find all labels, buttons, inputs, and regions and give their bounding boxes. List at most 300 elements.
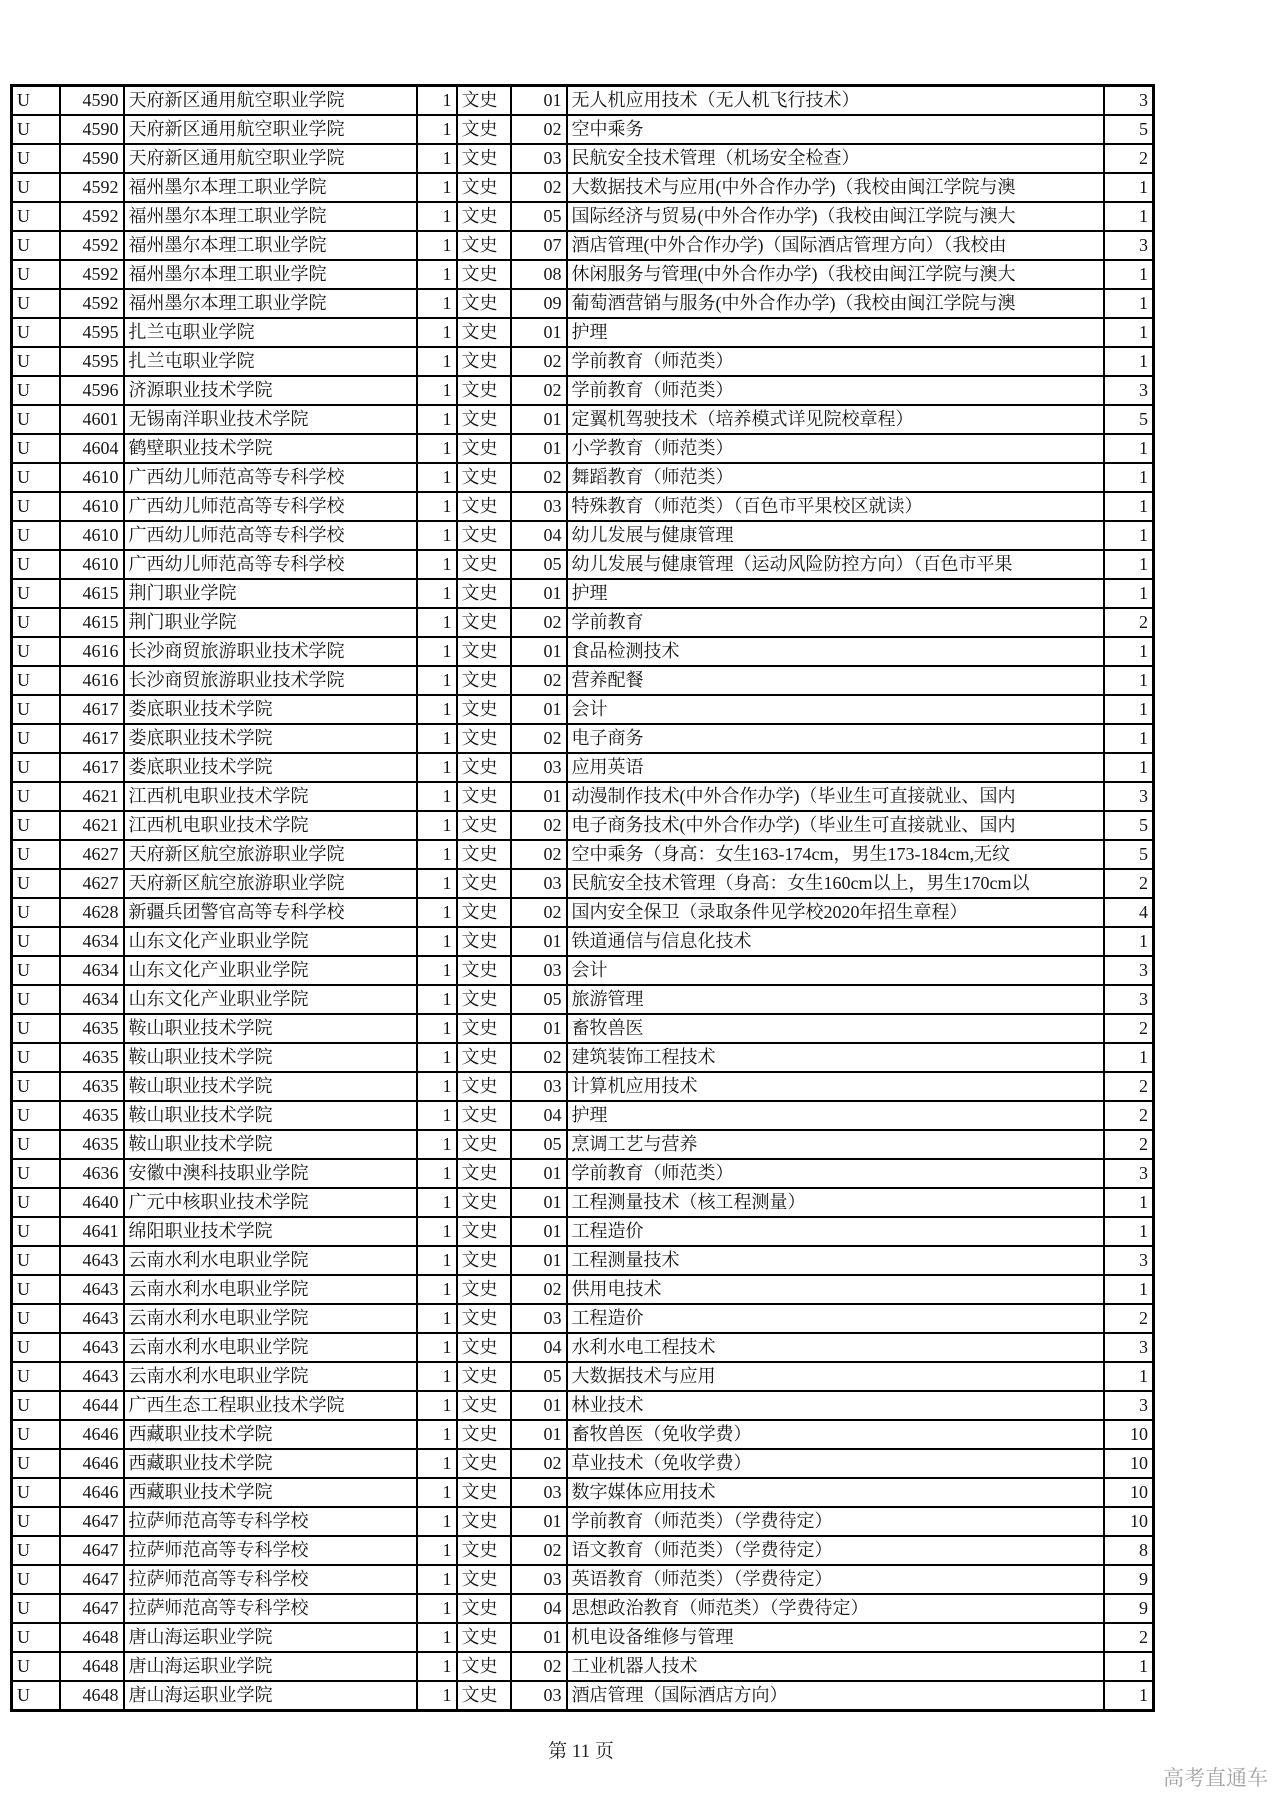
- cell-major-name: 畜牧兽医: [567, 1014, 1104, 1043]
- cell-count: 1: [1104, 173, 1154, 202]
- cell-plan-number: 1: [417, 1159, 457, 1188]
- cell-major-code: 03: [511, 753, 567, 782]
- cell-major-code: 02: [511, 1536, 567, 1565]
- cell-school-name: 云南水利水电职业学院: [124, 1246, 417, 1275]
- table-row: [12, 840, 1154, 869]
- cell-count: 1: [1104, 1043, 1154, 1072]
- cell-count: 1: [1104, 1681, 1154, 1711]
- table-row: [12, 579, 1154, 608]
- cell-batch-letter: U: [12, 1536, 60, 1565]
- cell-major-code: 01: [511, 318, 567, 347]
- cell-major-name: 民航安全技术管理（身高：女生160cm以上，男生170cm以: [567, 869, 1104, 898]
- cell-count: 2: [1104, 1304, 1154, 1333]
- cell-school-code: 4646: [60, 1478, 124, 1507]
- cell-count: 1: [1104, 724, 1154, 753]
- cell-subject-category: 文史: [457, 260, 511, 289]
- cell-plan-number: 1: [417, 202, 457, 231]
- cell-subject-category: 文史: [457, 347, 511, 376]
- cell-plan-number: 1: [417, 318, 457, 347]
- cell-major-name: 酒店管理（国际酒店方向）: [567, 1681, 1104, 1711]
- cell-school-code: 4610: [60, 550, 124, 579]
- cell-batch-letter: U: [12, 811, 60, 840]
- watermark: 高考直通车: [1163, 1767, 1268, 1790]
- cell-school-code: 4643: [60, 1333, 124, 1362]
- cell-batch-letter: U: [12, 376, 60, 405]
- table-row: [12, 463, 1154, 492]
- cell-subject-category: 文史: [457, 115, 511, 144]
- cell-count: 9: [1104, 1594, 1154, 1623]
- cell-school-code: 4592: [60, 173, 124, 202]
- cell-school-name: 无锡南洋职业技术学院: [124, 405, 417, 434]
- cell-subject-category: 文史: [457, 956, 511, 985]
- table-row: [12, 1275, 1154, 1304]
- table-row: [12, 1014, 1154, 1043]
- cell-school-code: 4646: [60, 1420, 124, 1449]
- cell-major-name: 定翼机驾驶技术（培养模式详见院校章程）: [567, 405, 1104, 434]
- cell-major-code: 01: [511, 405, 567, 434]
- cell-major-name: 工程测量技术（核工程测量）: [567, 1188, 1104, 1217]
- table-row: [12, 1478, 1154, 1507]
- cell-school-code: 4595: [60, 347, 124, 376]
- cell-school-code: 4627: [60, 840, 124, 869]
- cell-school-name: 唐山海运职业学院: [124, 1652, 417, 1681]
- cell-school-code: 4601: [60, 405, 124, 434]
- cell-major-name: 水利水电工程技术: [567, 1333, 1104, 1362]
- cell-plan-number: 1: [417, 985, 457, 1014]
- cell-school-code: 4648: [60, 1681, 124, 1711]
- cell-school-name: 娄底职业技术学院: [124, 724, 417, 753]
- cell-major-name: 畜牧兽医（免收学费）: [567, 1420, 1104, 1449]
- cell-school-name: 山东文化产业职业学院: [124, 956, 417, 985]
- table-row: [12, 666, 1154, 695]
- cell-subject-category: 文史: [457, 202, 511, 231]
- cell-school-code: 4635: [60, 1072, 124, 1101]
- cell-plan-number: 1: [417, 550, 457, 579]
- cell-school-name: 福州墨尔本理工职业学院: [124, 202, 417, 231]
- cell-major-name: 数字媒体应用技术: [567, 1478, 1104, 1507]
- cell-batch-letter: U: [12, 347, 60, 376]
- cell-school-code: 4610: [60, 521, 124, 550]
- cell-school-name: 云南水利水电职业学院: [124, 1333, 417, 1362]
- cell-major-code: 01: [511, 927, 567, 956]
- cell-plan-number: 1: [417, 1391, 457, 1420]
- cell-batch-letter: U: [12, 1043, 60, 1072]
- cell-count: 2: [1104, 1014, 1154, 1043]
- cell-major-name: 工业机器人技术: [567, 1652, 1104, 1681]
- cell-count: 10: [1104, 1449, 1154, 1478]
- cell-subject-category: 文史: [457, 782, 511, 811]
- cell-school-name: 扎兰屯职业学院: [124, 347, 417, 376]
- cell-count: 1: [1104, 347, 1154, 376]
- cell-count: 5: [1104, 405, 1154, 434]
- cell-subject-category: 文史: [457, 869, 511, 898]
- cell-school-name: 西藏职业技术学院: [124, 1478, 417, 1507]
- cell-batch-letter: U: [12, 463, 60, 492]
- cell-plan-number: 1: [417, 434, 457, 463]
- cell-subject-category: 文史: [457, 550, 511, 579]
- cell-plan-number: 1: [417, 1333, 457, 1362]
- cell-major-code: 02: [511, 1275, 567, 1304]
- cell-batch-letter: U: [12, 753, 60, 782]
- cell-school-name: 鹤壁职业技术学院: [124, 434, 417, 463]
- cell-major-code: 03: [511, 1565, 567, 1594]
- cell-major-name: 葡萄酒营销与服务(中外合作办学)（我校由闽江学院与澳: [567, 289, 1104, 318]
- cell-batch-letter: U: [12, 782, 60, 811]
- cell-school-code: 4628: [60, 898, 124, 927]
- cell-batch-letter: U: [12, 1217, 60, 1246]
- table-row: [12, 376, 1154, 405]
- cell-subject-category: 文史: [457, 753, 511, 782]
- cell-major-code: 02: [511, 1652, 567, 1681]
- cell-major-name: 工程造价: [567, 1217, 1104, 1246]
- cell-major-name: 动漫制作技术(中外合作办学)（毕业生可直接就业、国内: [567, 782, 1104, 811]
- cell-count: 1: [1104, 695, 1154, 724]
- cell-plan-number: 1: [417, 579, 457, 608]
- cell-major-name: 空中乘务（身高：女生163-174cm，男生173-184cm,无纹: [567, 840, 1104, 869]
- cell-major-name: 学前教育（师范类）: [567, 376, 1104, 405]
- table-row: [12, 1043, 1154, 1072]
- cell-major-code: 03: [511, 1681, 567, 1711]
- cell-subject-category: 文史: [457, 231, 511, 260]
- table-row: [12, 1159, 1154, 1188]
- cell-major-code: 08: [511, 260, 567, 289]
- cell-major-name: 大数据技术与应用: [567, 1362, 1104, 1391]
- cell-school-name: 娄底职业技术学院: [124, 695, 417, 724]
- cell-batch-letter: U: [12, 231, 60, 260]
- cell-batch-letter: U: [12, 927, 60, 956]
- cell-major-code: 01: [511, 1420, 567, 1449]
- cell-subject-category: 文史: [457, 927, 511, 956]
- cell-school-code: 4592: [60, 202, 124, 231]
- cell-school-name: 福州墨尔本理工职业学院: [124, 173, 417, 202]
- table-row: [12, 1130, 1154, 1159]
- cell-plan-number: 1: [417, 376, 457, 405]
- cell-plan-number: 1: [417, 869, 457, 898]
- cell-subject-category: 文史: [457, 608, 511, 637]
- cell-plan-number: 1: [417, 840, 457, 869]
- table-row: [12, 492, 1154, 521]
- cell-count: 5: [1104, 811, 1154, 840]
- cell-batch-letter: U: [12, 1594, 60, 1623]
- table-row: [12, 318, 1154, 347]
- cell-count: 1: [1104, 1652, 1154, 1681]
- cell-major-code: 01: [511, 637, 567, 666]
- cell-school-code: 4604: [60, 434, 124, 463]
- cell-subject-category: 文史: [457, 1478, 511, 1507]
- cell-batch-letter: U: [12, 1391, 60, 1420]
- table-body: [12, 86, 1154, 1711]
- cell-subject-category: 文史: [457, 724, 511, 753]
- cell-major-code: 01: [511, 1507, 567, 1536]
- cell-school-code: 4643: [60, 1362, 124, 1391]
- cell-plan-number: 1: [417, 898, 457, 927]
- cell-school-code: 4640: [60, 1188, 124, 1217]
- cell-school-code: 4635: [60, 1130, 124, 1159]
- cell-major-code: 02: [511, 173, 567, 202]
- cell-count: 1: [1104, 550, 1154, 579]
- cell-major-code: 02: [511, 115, 567, 144]
- cell-count: 1: [1104, 289, 1154, 318]
- cell-subject-category: 文史: [457, 289, 511, 318]
- cell-batch-letter: U: [12, 1449, 60, 1478]
- cell-plan-number: 1: [417, 1304, 457, 1333]
- table-row: [12, 260, 1154, 289]
- cell-plan-number: 1: [417, 724, 457, 753]
- cell-count: 3: [1104, 985, 1154, 1014]
- cell-major-name: 休闲服务与管理(中外合作办学)（我校由闽江学院与澳大: [567, 260, 1104, 289]
- cell-count: 2: [1104, 1623, 1154, 1652]
- cell-count: 4: [1104, 898, 1154, 927]
- cell-major-name: 护理: [567, 318, 1104, 347]
- cell-school-code: 4644: [60, 1391, 124, 1420]
- cell-plan-number: 1: [417, 289, 457, 318]
- table-row: [12, 1536, 1154, 1565]
- cell-plan-number: 1: [417, 521, 457, 550]
- cell-major-code: 01: [511, 1217, 567, 1246]
- cell-plan-number: 1: [417, 956, 457, 985]
- cell-major-code: 05: [511, 985, 567, 1014]
- cell-subject-category: 文史: [457, 1594, 511, 1623]
- cell-major-code: 02: [511, 666, 567, 695]
- cell-plan-number: 1: [417, 1681, 457, 1711]
- cell-school-code: 4646: [60, 1449, 124, 1478]
- cell-subject-category: 文史: [457, 1014, 511, 1043]
- cell-plan-number: 1: [417, 1536, 457, 1565]
- cell-major-code: 04: [511, 1333, 567, 1362]
- cell-major-name: 幼儿发展与健康管理: [567, 521, 1104, 550]
- cell-school-name: 天府新区通用航空职业学院: [124, 144, 417, 173]
- cell-school-name: 天府新区通用航空职业学院: [124, 115, 417, 144]
- cell-plan-number: 1: [417, 1449, 457, 1478]
- cell-school-name: 长沙商贸旅游职业技术学院: [124, 637, 417, 666]
- cell-school-name: 西藏职业技术学院: [124, 1449, 417, 1478]
- cell-school-name: 福州墨尔本理工职业学院: [124, 289, 417, 318]
- cell-count: 3: [1104, 86, 1154, 116]
- cell-subject-category: 文史: [457, 405, 511, 434]
- cell-plan-number: 1: [417, 1275, 457, 1304]
- cell-subject-category: 文史: [457, 1043, 511, 1072]
- table-row: [12, 637, 1154, 666]
- cell-major-name: 工程测量技术: [567, 1246, 1104, 1275]
- cell-count: 1: [1104, 318, 1154, 347]
- cell-subject-category: 文史: [457, 1507, 511, 1536]
- cell-school-name: 荆门职业学院: [124, 579, 417, 608]
- table-row: [12, 753, 1154, 782]
- cell-plan-number: 1: [417, 695, 457, 724]
- table-row: [12, 1449, 1154, 1478]
- cell-plan-number: 1: [417, 666, 457, 695]
- cell-school-name: 荆门职业学院: [124, 608, 417, 637]
- cell-batch-letter: U: [12, 1420, 60, 1449]
- cell-major-code: 01: [511, 434, 567, 463]
- table-row: [12, 1623, 1154, 1652]
- cell-school-name: 福州墨尔本理工职业学院: [124, 260, 417, 289]
- cell-major-name: 思想政治教育（师范类）（学费待定）: [567, 1594, 1104, 1623]
- cell-school-code: 4590: [60, 86, 124, 116]
- cell-batch-letter: U: [12, 115, 60, 144]
- cell-plan-number: 1: [417, 1652, 457, 1681]
- cell-school-code: 4590: [60, 144, 124, 173]
- cell-subject-category: 文史: [457, 1159, 511, 1188]
- cell-major-name: 语文教育（师范类）（学费待定）: [567, 1536, 1104, 1565]
- cell-school-name: 拉萨师范高等专科学校: [124, 1507, 417, 1536]
- cell-count: 3: [1104, 1333, 1154, 1362]
- cell-count: 1: [1104, 579, 1154, 608]
- cell-count: 1: [1104, 521, 1154, 550]
- cell-school-code: 4634: [60, 927, 124, 956]
- cell-major-code: 01: [511, 1014, 567, 1043]
- cell-subject-category: 文史: [457, 1362, 511, 1391]
- cell-subject-category: 文史: [457, 579, 511, 608]
- table-row: [12, 202, 1154, 231]
- table-row: [12, 1391, 1154, 1420]
- cell-batch-letter: U: [12, 144, 60, 173]
- cell-count: 10: [1104, 1507, 1154, 1536]
- cell-subject-category: 文史: [457, 1420, 511, 1449]
- cell-plan-number: 1: [417, 1130, 457, 1159]
- cell-plan-number: 1: [417, 927, 457, 956]
- table-row: [12, 521, 1154, 550]
- cell-plan-number: 1: [417, 1565, 457, 1594]
- cell-batch-letter: U: [12, 666, 60, 695]
- cell-major-name: 学前教育（师范类）（学费待定）: [567, 1507, 1104, 1536]
- cell-major-name: 计算机应用技术: [567, 1072, 1104, 1101]
- cell-school-name: 山东文化产业职业学院: [124, 927, 417, 956]
- cell-subject-category: 文史: [457, 840, 511, 869]
- table-row: [12, 1072, 1154, 1101]
- cell-major-code: 04: [511, 1101, 567, 1130]
- cell-plan-number: 1: [417, 1014, 457, 1043]
- cell-major-code: 01: [511, 579, 567, 608]
- cell-subject-category: 文史: [457, 1333, 511, 1362]
- cell-school-code: 4621: [60, 782, 124, 811]
- cell-major-code: 01: [511, 695, 567, 724]
- cell-count: 2: [1104, 144, 1154, 173]
- cell-count: 2: [1104, 1130, 1154, 1159]
- cell-school-code: 4615: [60, 608, 124, 637]
- cell-school-code: 4627: [60, 869, 124, 898]
- cell-batch-letter: U: [12, 1159, 60, 1188]
- cell-school-name: 鞍山职业技术学院: [124, 1130, 417, 1159]
- cell-plan-number: 1: [417, 782, 457, 811]
- cell-school-name: 广西幼儿师范高等专科学校: [124, 521, 417, 550]
- cell-major-code: 01: [511, 1159, 567, 1188]
- cell-school-name: 云南水利水电职业学院: [124, 1304, 417, 1333]
- cell-subject-category: 文史: [457, 318, 511, 347]
- table-row: [12, 1333, 1154, 1362]
- cell-batch-letter: U: [12, 318, 60, 347]
- cell-major-name: 幼儿发展与健康管理（运动风险防控方向）（百色市平果: [567, 550, 1104, 579]
- cell-major-name: 铁道通信与信息化技术: [567, 927, 1104, 956]
- cell-major-code: 01: [511, 1188, 567, 1217]
- cell-count: 9: [1104, 1565, 1154, 1594]
- cell-batch-letter: U: [12, 1652, 60, 1681]
- cell-count: 1: [1104, 637, 1154, 666]
- cell-major-code: 02: [511, 1449, 567, 1478]
- cell-major-name: 供用电技术: [567, 1275, 1104, 1304]
- cell-major-code: 01: [511, 86, 567, 116]
- cell-school-name: 天府新区航空旅游职业学院: [124, 869, 417, 898]
- cell-plan-number: 1: [417, 86, 457, 116]
- table-row: [12, 608, 1154, 637]
- cell-subject-category: 文史: [457, 1623, 511, 1652]
- cell-plan-number: 1: [417, 1072, 457, 1101]
- cell-school-name: 广元中核职业技术学院: [124, 1188, 417, 1217]
- table-row: [12, 115, 1154, 144]
- cell-major-name: 空中乘务: [567, 115, 1104, 144]
- cell-school-code: 4643: [60, 1275, 124, 1304]
- cell-batch-letter: U: [12, 1246, 60, 1275]
- cell-count: 1: [1104, 202, 1154, 231]
- cell-school-code: 4596: [60, 376, 124, 405]
- cell-major-name: 无人机应用技术（无人机飞行技术）: [567, 86, 1104, 116]
- cell-count: 1: [1104, 1217, 1154, 1246]
- cell-major-code: 02: [511, 376, 567, 405]
- cell-batch-letter: U: [12, 840, 60, 869]
- table-row: [12, 405, 1154, 434]
- cell-batch-letter: U: [12, 637, 60, 666]
- cell-major-code: 01: [511, 1246, 567, 1275]
- cell-school-code: 4616: [60, 666, 124, 695]
- cell-subject-category: 文史: [457, 1536, 511, 1565]
- cell-count: 3: [1104, 231, 1154, 260]
- cell-school-code: 4615: [60, 579, 124, 608]
- cell-subject-category: 文史: [457, 463, 511, 492]
- cell-school-code: 4590: [60, 115, 124, 144]
- cell-plan-number: 1: [417, 1188, 457, 1217]
- cell-school-name: 云南水利水电职业学院: [124, 1362, 417, 1391]
- table-row: [12, 86, 1154, 116]
- cell-school-name: 广西幼儿师范高等专科学校: [124, 463, 417, 492]
- cell-count: 1: [1104, 753, 1154, 782]
- table-row: [12, 1594, 1154, 1623]
- cell-subject-category: 文史: [457, 695, 511, 724]
- cell-school-code: 4643: [60, 1246, 124, 1275]
- cell-major-name: 会计: [567, 956, 1104, 985]
- cell-school-name: 天府新区通用航空职业学院: [124, 86, 417, 116]
- cell-major-name: 草业技术（免收学费）: [567, 1449, 1104, 1478]
- cell-major-code: 04: [511, 1594, 567, 1623]
- cell-batch-letter: U: [12, 492, 60, 521]
- cell-plan-number: 1: [417, 1101, 457, 1130]
- cell-school-code: 4636: [60, 1159, 124, 1188]
- cell-plan-number: 1: [417, 173, 457, 202]
- cell-school-code: 4647: [60, 1565, 124, 1594]
- cell-school-name: 扎兰屯职业学院: [124, 318, 417, 347]
- cell-subject-category: 文史: [457, 1246, 511, 1275]
- table-row: [12, 724, 1154, 753]
- cell-count: 2: [1104, 1101, 1154, 1130]
- cell-batch-letter: U: [12, 434, 60, 463]
- cell-subject-category: 文史: [457, 521, 511, 550]
- cell-batch-letter: U: [12, 260, 60, 289]
- cell-school-code: 4641: [60, 1217, 124, 1246]
- cell-major-name: 学前教育（师范类）: [567, 347, 1104, 376]
- cell-subject-category: 文史: [457, 1449, 511, 1478]
- cell-major-code: 03: [511, 144, 567, 173]
- cell-major-code: 03: [511, 1478, 567, 1507]
- table-row: [12, 144, 1154, 173]
- table-row: [12, 956, 1154, 985]
- cell-plan-number: 1: [417, 1623, 457, 1652]
- cell-subject-category: 文史: [457, 86, 511, 116]
- cell-school-code: 4635: [60, 1101, 124, 1130]
- cell-major-code: 03: [511, 492, 567, 521]
- table-row: [12, 231, 1154, 260]
- cell-major-name: 工程造价: [567, 1304, 1104, 1333]
- cell-major-name: 大数据技术与应用(中外合作办学)（我校由闽江学院与澳: [567, 173, 1104, 202]
- cell-count: 1: [1104, 492, 1154, 521]
